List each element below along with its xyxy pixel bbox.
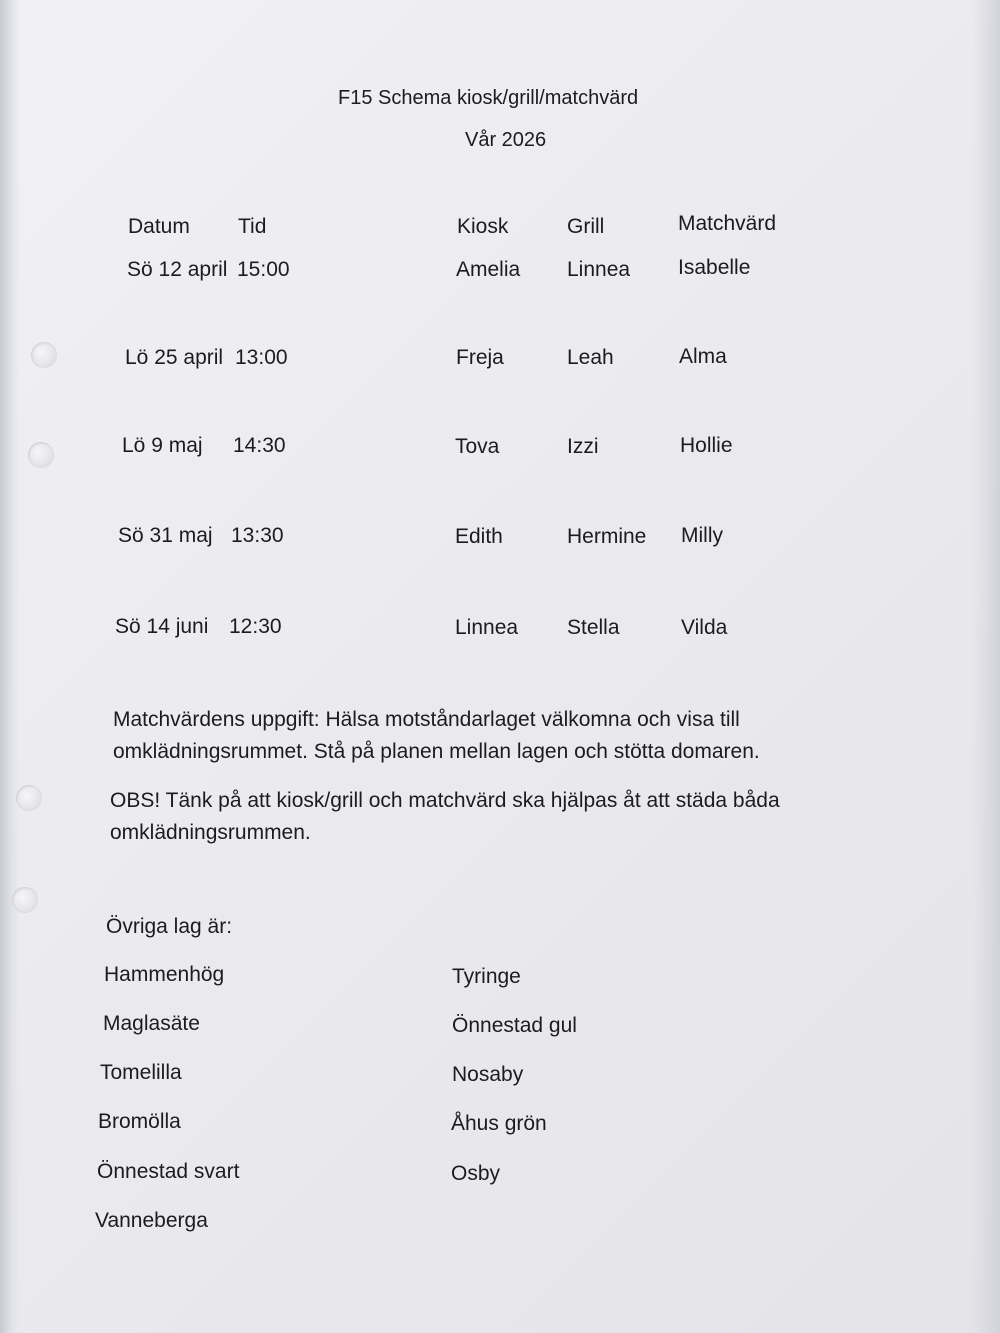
paper-edge-right (972, 0, 1000, 1333)
list-item: Åhus grön (451, 1112, 547, 1135)
list-item: Vanneberga (95, 1209, 208, 1232)
matchvard-task-note: Matchvärdens uppgift: Hälsa motståndarlaget välkomna och visa till omklädningsrummet. Stå på planen mellan lagen och stötta domaren. (113, 708, 760, 763)
cell-matchvard: Vilda (681, 616, 728, 639)
list-item: Önnestad svart (97, 1160, 240, 1183)
cell-datum: Lö 25 april (125, 346, 224, 369)
cell-tid: 12:30 (229, 615, 282, 638)
header-matchvard: Matchvärd (678, 212, 777, 235)
paper-edge-left (0, 0, 20, 1333)
cell-kiosk: Amelia (456, 258, 521, 281)
cell-kiosk: Tova (455, 435, 500, 458)
cell-tid: 13:00 (235, 346, 288, 369)
obs-note: OBS! Tänk på att kiosk/grill och matchvärd ska hjälpas åt att städa båda omklädningsrummen. (110, 789, 780, 844)
header-tid: Tid (238, 215, 267, 238)
cell-matchvard: Alma (679, 345, 727, 368)
punch-hole (28, 442, 54, 468)
cell-kiosk: Freja (456, 346, 504, 369)
cell-grill: Hermine (567, 525, 647, 548)
cell-tid: 14:30 (233, 434, 286, 457)
header-grill: Grill (567, 215, 605, 238)
list-item: Nosaby (452, 1063, 524, 1086)
list-item: Hammenhög (104, 963, 225, 986)
cell-datum: Sö 14 juni (115, 615, 209, 638)
cell-tid: 15:00 (237, 258, 290, 281)
punch-hole (16, 785, 42, 811)
cell-datum: Sö 12 april (127, 258, 228, 281)
list-item: Önnestad gul (452, 1014, 577, 1037)
list-item: Osby (451, 1162, 501, 1185)
page-title: F15 Schema kiosk/grill/matchvärd (338, 87, 639, 109)
header-kiosk: Kiosk (457, 215, 509, 238)
cell-datum: Sö 31 maj (118, 524, 213, 547)
cell-kiosk: Linnea (455, 616, 519, 639)
cell-grill: Izzi (567, 435, 599, 458)
other-teams-heading: Övriga lag är: (106, 915, 233, 938)
cell-grill: Linnea (567, 258, 631, 281)
page-subtitle: Vår 2026 (465, 129, 547, 151)
cell-grill: Stella (567, 616, 620, 639)
header-datum: Datum (128, 215, 190, 238)
cell-grill: Leah (567, 346, 614, 369)
list-item: Tyringe (452, 965, 521, 988)
punch-hole (12, 887, 38, 913)
list-item: Maglasäte (103, 1012, 200, 1035)
cell-tid: 13:30 (231, 524, 284, 547)
list-item: Tomelilla (100, 1061, 182, 1084)
cell-matchvard: Milly (681, 524, 723, 547)
cell-matchvard: Isabelle (678, 256, 751, 279)
cell-kiosk: Edith (455, 525, 503, 548)
punch-hole (31, 342, 57, 368)
list-item: Bromölla (98, 1110, 181, 1133)
cell-matchvard: Hollie (680, 434, 733, 457)
cell-datum: Lö 9 maj (122, 434, 203, 457)
